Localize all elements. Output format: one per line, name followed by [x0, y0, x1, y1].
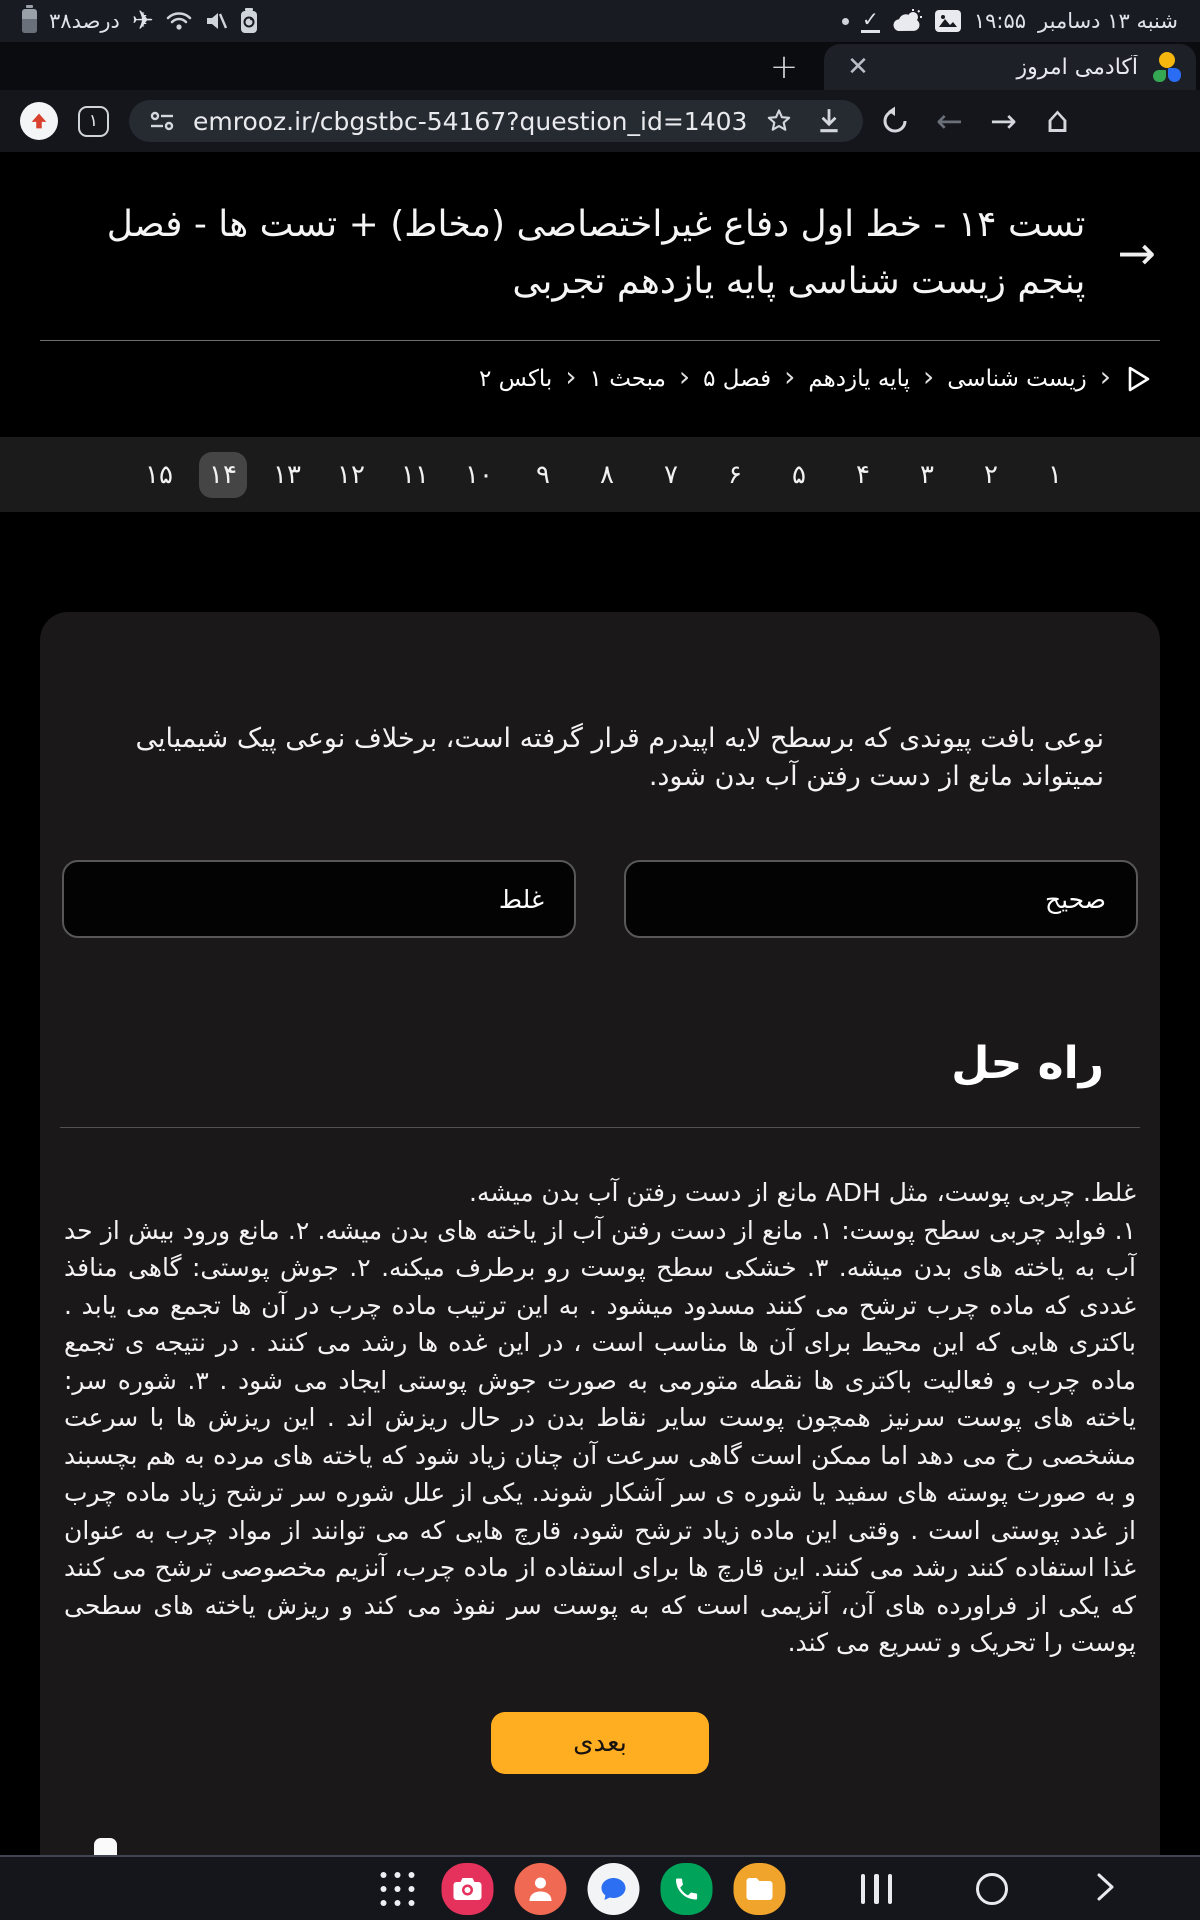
breadcrumb-item-chapter[interactable]: فصل ۵	[703, 366, 772, 392]
download-icon[interactable]	[811, 99, 847, 143]
solution-answer-line: غلط. چربی پوست، مثل ADH مانع از دست رفتن آب بدن میشه.	[469, 1178, 1136, 1207]
tab-title: آکادمی امروز	[1016, 54, 1138, 80]
breadcrumb-chevron-icon: ‹	[565, 360, 577, 393]
question-text: نوعی بافت پیوندی که برسطح لایه اپیدرم قرار گرفته است، برخلاف نوعی پیک شیمیایی نمیتواند مانع از دست رفتن آب بدن شود.	[135, 723, 1104, 792]
breadcrumb-item-subject[interactable]: زیست شناسی	[947, 366, 1087, 392]
tab-strip	[0, 42, 1200, 90]
messages-app-icon[interactable]	[588, 1863, 640, 1915]
header	[0, 152, 1200, 310]
wifi-icon	[166, 10, 192, 32]
site-settings-icon[interactable]	[145, 99, 179, 143]
breadcrumb-chevron-icon: ‹	[1099, 360, 1111, 393]
app-dock	[387, 1863, 786, 1915]
pagination-item[interactable]: ۸	[600, 459, 614, 490]
breadcrumb	[0, 360, 1200, 395]
page-title: تست ۱۴ - خط اول دفاع غیراختصاصی (مخاط) + تست ها - فصل پنجم زیست شناسی پایه یازدهم تجربی	[106, 204, 1086, 302]
url-text[interactable]: emrooz.ir/cbgstbc-54167?question_id=1403	[193, 106, 748, 136]
breadcrumb-item-grade[interactable]: پایه یازدهم	[808, 366, 910, 392]
tab-switcher-button[interactable]: ۱	[78, 106, 109, 137]
pagination-item[interactable]: ۶	[728, 459, 742, 490]
date: شنبه ۱۳ دسامبر	[1038, 9, 1178, 33]
pagination-item-selected[interactable]: ۱۴	[191, 452, 255, 498]
breadcrumb-chevron-icon: ‹	[678, 360, 691, 393]
navigation-keys	[861, 1870, 1119, 1908]
pagination-item[interactable]: ۳	[920, 459, 934, 490]
pagination-item[interactable]: ۱۲	[337, 459, 365, 490]
pagination-item[interactable]: ۴	[856, 459, 870, 490]
camera-app-icon[interactable]	[442, 1863, 494, 1915]
notification-dot-icon	[842, 18, 849, 25]
download-complete-icon: ✓	[862, 7, 879, 31]
screenshot-icon	[934, 9, 962, 33]
status-bar	[0, 0, 1200, 42]
pagination-item[interactable]: ۱۱	[401, 459, 429, 490]
battery-saver-icon	[240, 8, 258, 34]
bookmark-star-icon[interactable]	[761, 99, 797, 143]
breadcrumb-item-box[interactable]: باکس ۲	[478, 366, 553, 392]
files-app-icon[interactable]	[734, 1863, 786, 1915]
solution-divider	[60, 1127, 1140, 1128]
solution-text	[64, 1174, 1136, 1662]
question-pagination	[0, 437, 1200, 512]
title-divider	[40, 340, 1160, 341]
pagination-item[interactable]: ۲	[984, 459, 998, 490]
pagination-item[interactable]: ۱	[1048, 459, 1062, 490]
question-card	[40, 612, 1160, 1855]
phone-app-icon[interactable]	[661, 1863, 713, 1915]
tab-close-icon[interactable]: ✕	[847, 52, 869, 82]
recents-button[interactable]	[861, 1874, 893, 1904]
pagination-item[interactable]: ۷	[664, 459, 678, 490]
airplane-mode-icon: ✈	[131, 6, 154, 36]
battery-icon	[22, 9, 37, 33]
system-taskbar	[0, 1855, 1200, 1920]
answer-wrong-button[interactable]: غلط	[62, 860, 576, 938]
forward-button[interactable]: →	[990, 102, 1017, 140]
next-question-button[interactable]: بعدی	[491, 1712, 709, 1774]
app-drawer-icon[interactable]	[381, 1872, 415, 1906]
clock: ۱۹:۵۵	[973, 9, 1027, 33]
pagination-item[interactable]: ۵	[792, 459, 806, 490]
battery-percent: ۳۸درصد	[49, 9, 120, 33]
contacts-app-icon[interactable]	[515, 1863, 567, 1915]
play-icon[interactable]	[1124, 364, 1152, 394]
weather-icon	[892, 9, 922, 33]
breadcrumb-item-topic[interactable]: مبحث ۱	[589, 366, 666, 392]
breadcrumb-chevron-icon: ‹	[923, 360, 935, 393]
solution-heading: راه حل	[951, 1038, 1104, 1089]
page-content	[0, 152, 1200, 1855]
site-favicon	[1152, 52, 1182, 82]
mute-icon	[204, 10, 228, 32]
pagination-item[interactable]: ۱۵	[145, 459, 173, 490]
reload-icon[interactable]	[873, 99, 917, 143]
url-bar[interactable]	[129, 100, 863, 142]
pagination-item[interactable]: ۱۰	[465, 459, 493, 490]
pagination-item[interactable]: ۱۳	[273, 459, 301, 490]
solution-body: ۱. فواید چربی سطح پوست: ۱. مانع از دست رفتن آب از یاخته های بدن میشه. ۲. مانع ورود بیش از حد آب به یاخته های بدن میشه. ۳. خشکی سطح پوست رو برطرف میکنه. ۲. جوش پوستی: گاهی منافذ غددی که ماده چرب ترشح می کنند مسدود میشود . به این ترتیب ماده چرب در آن ها تجمع می یابد . باکتری هایی که این محیط برای آن ها مناسب است ، در این غده ها رشد می کنند . در نتیجه ی تجمع ماده چرب و فعالیت باکتری ها نقطه متورمی به صورت جوش پوستی ایجاد می شود . ۳. شوره سر: یاخته های پوست سرنیز همچون پوست سایر نقاط بدن در حال ریزش اند . این ریزش ها با سرعت مشخصی رخ می دهد اما ممکن است گاهی سرعت آن چنان زیاد شود که یاخته های مرده به هم بچسبند و به صورت پوسته های سفید یا شوره ی سر آشکار شوند. یکی از علل شوره سر ترشح زیاد ماده چرب از غدد پوستی است . وقتی این ماده زیاد ترشح شود، قارچ هایی که می توانند از مواد چرب به عنوان غذا استفاده کنند رشد می کنند. این قارچ ها برای استفاده از ماده چرب، آنزیم مخصوصی ترشح می کنند که یکی از فراورده های آن، آنزیمی است که به پوست سر نفوذ می کند و ریزش یاخته های سطحی پوست را تحریک و تسریع می کند.	[64, 1215, 1136, 1657]
back-nav-button[interactable]	[1092, 1870, 1118, 1908]
pagination-item[interactable]: ۹	[536, 459, 550, 490]
answer-options	[62, 860, 1138, 938]
browser-update-icon[interactable]	[20, 102, 58, 140]
home-button[interactable]: ⌂	[1045, 100, 1069, 141]
browser-toolbar	[0, 90, 1200, 152]
page-back-arrow-icon[interactable]: →	[1117, 226, 1156, 280]
new-tab-button[interactable]: +	[769, 47, 799, 87]
answer-correct-button[interactable]: صحیح	[624, 860, 1138, 938]
back-button[interactable]: ←	[936, 102, 963, 140]
scroll-handle[interactable]	[94, 1838, 117, 1855]
home-nav-button[interactable]	[976, 1873, 1008, 1905]
breadcrumb-chevron-icon: ‹	[784, 360, 796, 393]
browser-tab[interactable]	[824, 44, 1196, 90]
